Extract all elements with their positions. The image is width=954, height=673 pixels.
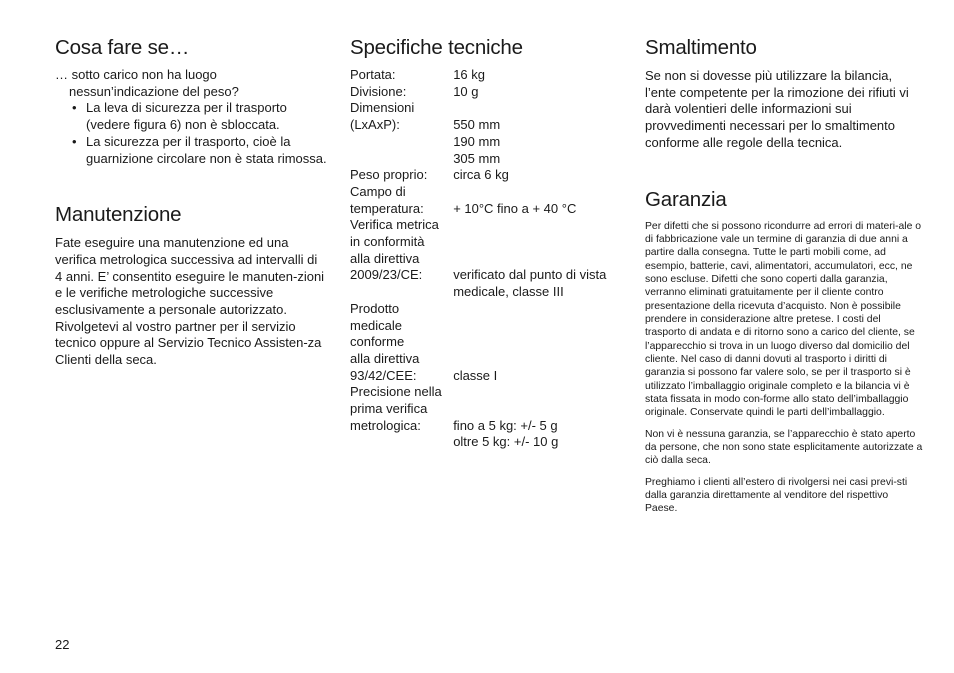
- spec-label: [350, 284, 453, 301]
- spec-label: 2009/23/CE:: [350, 267, 423, 283]
- spec-label: [350, 434, 453, 451]
- spec-row: [350, 100, 625, 117]
- spec-row: [350, 67, 625, 84]
- spec-value: [453, 234, 625, 251]
- spec-label: Campo di: [350, 183, 406, 199]
- spec-value: [453, 184, 625, 201]
- spec-value: 190 mm: [453, 133, 501, 149]
- spec-row: [350, 401, 625, 418]
- spec-label: Precisione nella: [350, 384, 442, 400]
- spec-value: [453, 251, 625, 268]
- list-item: • La leva di sicurezza per il trasporto (vedere figura 6) non è sbloccata.: [72, 100, 327, 133]
- troubleshooting-heading: Cosa fare se…: [55, 36, 190, 59]
- spec-label: [350, 151, 453, 168]
- spec-value: + 10°C fino a + 40 °C: [453, 200, 577, 216]
- question-line-1: … sotto carico non ha luogo: [55, 67, 217, 82]
- spec-value: [453, 318, 625, 351]
- spec-row: [350, 84, 625, 101]
- spec-row: [350, 301, 625, 318]
- spec-value: medicale, classe III: [453, 284, 564, 300]
- spec-label: Divisione:: [350, 83, 407, 99]
- spec-label: Portata:: [350, 67, 396, 82]
- spec-row: [350, 234, 625, 251]
- question-line-2: nessun’indicazione del peso?: [69, 83, 239, 99]
- spec-label: Verifica metrica: [350, 217, 439, 233]
- spec-value: 550 mm: [453, 117, 501, 133]
- spec-row: [350, 351, 625, 368]
- spec-label: temperatura:: [350, 200, 424, 216]
- spec-value: verificato dal punto di vista: [453, 267, 607, 283]
- spec-label: prima verifica: [350, 401, 428, 417]
- warranty-paragraph-3: Preghiamo i clienti all’estero di rivolgersi nei casi previ-sti dalla garanzia direttamente al venditore del rispettivo Paese.: [645, 476, 908, 515]
- spec-label: Peso proprio:: [350, 167, 428, 183]
- spec-row: [350, 251, 625, 268]
- spec-row: [350, 151, 625, 168]
- spec-row: [350, 384, 625, 401]
- troubleshooting-column: [55, 34, 327, 369]
- disposal-text: Se non si dovesse più utilizzare la bilancia, l’ente competente per la rimozione dei rifiuti vi darà volentieri delle informazioni sui provvedimenti necessari per lo smaltimento conforme alle regole della tecnica.: [645, 68, 909, 150]
- spec-value: [453, 301, 625, 318]
- spec-label: (LxAxP):: [350, 117, 400, 133]
- spec-label: in conformità: [350, 234, 425, 250]
- warranty-paragraph-1: Per difetti che si possono ricondurre ad errori di materi-ale o di fabbricazione vale un termine di garanzia di due anni a partire dalla consegna. Tutte le parti mobili come, ad esempio, batterie, cavi, alimentatori, accumulatori, ecc, ne sono escluse. Difetti che sono coperti dalla garanzia, verranno eliminati gratuitamente per il cliente contro presentazione della ricevuta d’acquisto. Non è possibile prendere in considerazione altre pretese. I costi del trasporto di andata e di ritorno sono a carico del cliente, se l’apparecchio si trova in un luogo diverso dal domicilio del cliente. Nel caso di danni dovuti al trasporto i diritti di garanzia si possono far valere solo, se per il trasporto si è utilizzato l’imballaggio originale completo e la bilancia vi è stata fissata in modo con-forme allo stato dell’imballaggio originale. Conservate quindi le parti dell’imballaggio.: [645, 220, 922, 419]
- spec-row: [350, 284, 625, 301]
- spec-label: Prodotto: [350, 300, 400, 316]
- disposal-heading: Smaltimento: [645, 36, 757, 59]
- disposal-warranty-column: [645, 34, 923, 516]
- spec-label: medicale conforme: [350, 317, 405, 350]
- specs-table: [350, 67, 625, 451]
- spec-row: [350, 368, 625, 385]
- spec-value: [453, 384, 625, 401]
- spec-label: alla direttiva: [350, 250, 420, 266]
- spec-row: [350, 184, 625, 201]
- spec-row: [350, 217, 625, 234]
- spec-value: [453, 401, 625, 418]
- spec-row: [350, 418, 625, 435]
- troubleshooting-list: [55, 100, 327, 167]
- list-item: • La sicurezza per il trasporto, cioè la guarnizione circolare non è stata rimossa.: [72, 134, 327, 167]
- spec-value: classe I: [453, 367, 498, 383]
- page-number: 22: [55, 637, 70, 652]
- warranty-text: [645, 220, 923, 516]
- spec-label: [350, 134, 453, 151]
- spec-row: [350, 134, 625, 151]
- spec-value: [453, 217, 625, 234]
- spec-value: [453, 100, 625, 117]
- spec-value: oltre 5 kg: +/- 10 g: [453, 434, 559, 450]
- spec-row: [350, 167, 625, 184]
- spec-row: [350, 201, 625, 218]
- spec-row: [350, 117, 625, 134]
- spec-row: [350, 318, 625, 351]
- warranty-heading: Garanzia: [645, 187, 727, 211]
- troubleshooting-question: [55, 67, 327, 100]
- maintenance-text: Fate eseguire una manutenzione ed una verifica metrologica successiva ad intervalli di 4 anni. E’ consentito eseguire le manuten-zioni e le verifiche metrologiche successive esclusivamente a personale autorizzato. Rivolgetevi al vostro partner per il servizio tecnico oppure al Servizio Tecnico Assisten-za Clienti della seca.: [55, 235, 325, 368]
- spec-value: fino a 5 kg: +/- 5 g: [453, 417, 558, 433]
- spec-value: [453, 351, 625, 368]
- maintenance-heading: Manutenzione: [55, 203, 182, 227]
- spec-label: metrologica:: [350, 417, 421, 433]
- warranty-paragraph-2: Non vi è nessuna garanzia, se l’apparecchio è stato aperto da persone, che non sono state esplicitamente autorizzate a ciò dalla seca.: [645, 428, 923, 467]
- specs-heading: Specifiche tecniche: [350, 36, 523, 59]
- spec-value: 10 g: [453, 83, 479, 99]
- spec-value: circa 6 kg: [453, 167, 509, 183]
- spec-value: 16 kg: [453, 67, 485, 82]
- spec-label: Dimensioni: [350, 100, 415, 116]
- spec-row: [350, 267, 625, 284]
- specs-column: [350, 34, 625, 451]
- spec-value: 305 mm: [453, 150, 501, 166]
- spec-label: 93/42/CEE:: [350, 367, 417, 383]
- spec-row: [350, 434, 625, 451]
- spec-label: alla direttiva: [350, 350, 420, 366]
